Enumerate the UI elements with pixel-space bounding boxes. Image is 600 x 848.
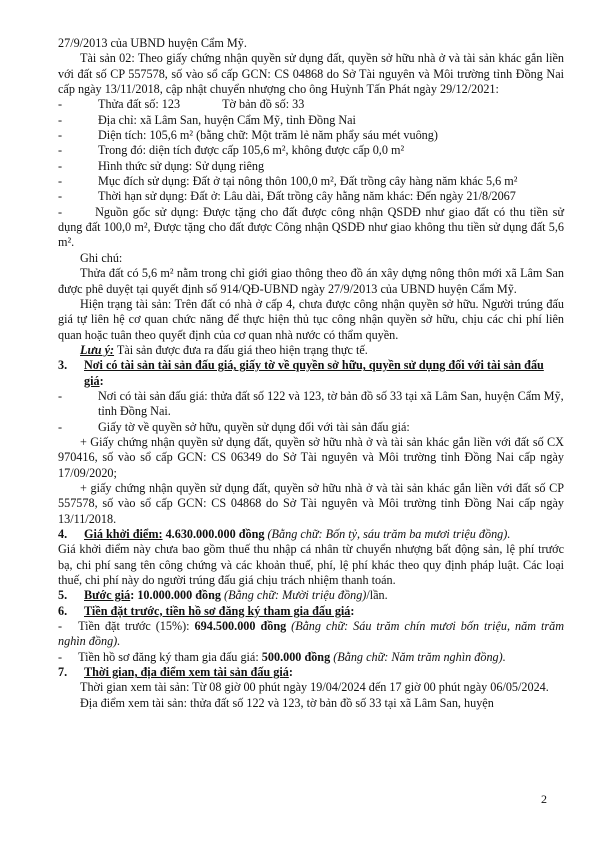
section-number: 3.	[58, 358, 68, 373]
section-3-heading: 3. Nơi có tài sản tài sản đấu giá, giấy tờ về quyền sở hữu, quyền sử dụng đối với tài sản đấu giá:	[58, 358, 544, 388]
section-title: Tiền đặt trước, tiền hồ sơ đăng ký tham gia đấu giá	[84, 603, 351, 618]
section-title: Nơi có tài sản tài sản đấu giá, giấy tờ về quyền sở hữu, quyền sử dụng đối với tài sản đấu giá	[84, 358, 544, 388]
dash-bullet: -	[58, 158, 63, 173]
bid-step-words: (Bằng chữ: Mười triệu đồng)	[220, 588, 367, 603]
area-detail-line: - Trong đó: diện tích được cấp 105,6 m², không được cấp 0,0 m²	[58, 143, 405, 158]
map-sheet-number: Tờ bản đồ số: 33	[222, 97, 305, 112]
section-number: 6.	[58, 603, 68, 618]
usage-purpose-line: - Mục đích sử dụng: Đất ở tại nông thôn 100,0 m², Đất trồng cây hàng năm khác 5,6 m²	[58, 174, 518, 189]
note-label: Ghi chú:	[80, 250, 123, 265]
certificate-1-paragraph: + Giấy chứng nhận quyền sử dụng đất, quyền sở hữu nhà ở và tài sản khác gắn liền với đất số CX 970416, số vào sổ cấp GCN: CS 06349 do Sở Tài nguyên và Môi trường tỉnh Đồng Nai cấp ngày 17/09/2020;	[58, 434, 564, 480]
dash-bullet: -	[58, 388, 63, 403]
document-body	[58, 36, 564, 711]
notice-line: Lưu ý: Tài sản được đưa ra đấu giá theo hiện trạng thực tế.	[80, 342, 368, 357]
notice-label: Lưu ý:	[80, 342, 115, 357]
registration-fee-value: 500.000 đồng	[261, 649, 331, 664]
dash-bullet: -	[58, 419, 63, 434]
section-4-heading	[58, 527, 564, 542]
section-number: 4.	[58, 527, 68, 541]
viewing-location-line: Địa điểm xem tài sản: thửa đất số 122 và 123, tờ bản đồ số 33 tại xã Lâm San, huyện	[80, 695, 494, 710]
section-title: Thời gian, địa điểm xem tài sản đấu giá	[84, 665, 289, 680]
land-parcel-line	[58, 97, 564, 112]
certificate-2-paragraph: + giấy chứng nhận quyền sử dụng đất, quyền sở hữu nhà ở và tài sản khác gắn liền với đất số CP 557578, số vào sổ cấp GCN: CS 04868 do Sở Tài nguyên và Môi trường tỉnh Đồng Nai cấp ngày 13/11/2018.	[58, 480, 564, 526]
dash-bullet: -	[58, 174, 63, 189]
section-number: 5.	[58, 588, 68, 603]
text-line: 27/9/2013 của UBND huyện Cẩm Mỹ.	[58, 36, 247, 50]
usage-form-line: - Hình thức sử dụng: Sử dụng riêng	[58, 158, 265, 173]
section-title: Bước giá	[84, 588, 131, 603]
viewing-time-line: Thời gian xem tài sản: Từ 08 giờ 00 phút ngày 19/04/2024 đến 17 giờ 00 phút ngày 06/05/2024.	[80, 680, 549, 695]
usage-origin-paragraph: - Nguồn gốc sử dụng: Được tặng cho đất được công nhận QSDĐ như giao đất có thu tiền sử dụng đất 100,0 m², Được tặng cho đất được Công nhận QSDĐ như giao không thu tiền sử dụng đất 5,6 m².	[58, 204, 564, 250]
dash-bullet: -	[58, 112, 63, 127]
registration-fee-words: (Bằng chữ: Năm trăm nghìn đồng).	[330, 649, 506, 664]
ownership-docs-line: - Giấy tờ về quyền sở hữu, quyền sử dụng đối với tài sản đấu giá:	[58, 419, 410, 434]
usage-term-line: - Thời hạn sử dụng: Đất ở: Lâu dài, Đất trồng cây hằng năm khác: Đến ngày 21/8/2067	[58, 189, 516, 204]
starting-price-words: (Bằng chữ: Bốn tỷ, sáu trăm ba mươi triệu đồng).	[264, 527, 511, 541]
section-5-heading: 5. Bước giá: 10.000.000 đồng (Bằng chữ: Mười triệu đồng)/lần.	[58, 588, 388, 603]
dash-bullet: -	[58, 619, 63, 634]
dash-bullet: -	[58, 204, 63, 219]
note-paragraph: Thửa đất có 5,6 m² nằm trong chỉ giới giao thông theo đồ án xây dựng nông thôn mới xã Lâm San được phê duyệt tại quyết định số 914/QĐ-UBND ngày 27/9/2013 của UBND huyện Cẩm Mỹ.	[58, 266, 564, 296]
parcel-number: Thửa đất số: 123	[98, 97, 181, 112]
bid-step-value: : 10.000.000 đồng	[130, 588, 221, 603]
registration-fee-line: - Tiền hồ sơ đăng ký tham gia đấu giá: 500.000 đồng (Bằng chữ: Năm trăm nghìn đồng).	[58, 649, 506, 664]
asset-02-paragraph: Tài sản 02: Theo giấy chứng nhận quyền sử dụng đất, quyền sở hữu nhà ở và tài sản khác gắn liền với đất số CP 557578, số vào sổ cấp GCN: CS 04868 do Sở Tài nguyên và Môi trường tỉnh Đồng Nai cấp ngày 13/11/2018, cập nhật chuyển nhượng cho ông Huỳnh Tấn Phát ngày 29/12/2021:	[58, 51, 564, 97]
section-number: 7.	[58, 665, 68, 680]
deposit-value: 694.500.000 đồng	[194, 619, 287, 634]
asset-location-line: - Nơi có tài sản đấu giá: thửa đất số 122 và 123, tờ bản đồ số 33 tại xã Lâm San, huyện Cẩm Mỹ, tỉnh Đồng Nai.	[58, 388, 564, 419]
dash-bullet: -	[58, 649, 63, 664]
starting-price-note: Giá khởi điểm này chưa bao gồm thuế thu nhập cá nhân từ chuyển nhượng bất động sản, lệ phí trước bạ, chi phí sang tên công chứng và các khoản thuế, phí, lệ phí khác theo quy định pháp luật. Các loại thuế, chi phí này do người trúng đấu giá chịu trách nhiệm thanh toán.	[58, 542, 564, 588]
section-title: Giá khởi điểm:	[84, 527, 163, 541]
dash-bullet: -	[58, 143, 63, 158]
page-number: 2	[541, 792, 547, 806]
dash-bullet: -	[58, 189, 63, 204]
asset-status-paragraph: Hiện trạng tài sản: Trên đất có nhà ở cấp 4, chưa được công nhận quyền sở hữu. Người trúng đấu giá tự liên hệ cơ quan chức năng để thực hiện thủ tục công nhận quyền sở hữu, chịu các chi phí liên quan hoặc tuân theo quyết định của cơ quan nhà nước có thẩm quyền.	[58, 296, 564, 342]
starting-price-value: 4.630.000.000 đồng	[162, 527, 265, 541]
section-7-heading: 7. Thời gian, địa điểm xem tài sản đấu giá:	[58, 665, 293, 680]
deposit-words: (Bằng chữ: Sáu trăm chín mươi bốn triệu, năm trăm nghìn đồng).	[58, 619, 564, 649]
dash-bullet: -	[58, 128, 63, 143]
area-line: - Diện tích: 105,6 m² (bằng chữ: Một trăm lẻ năm phẩy sáu mét vuông)	[58, 128, 438, 143]
dash-bullet: -	[58, 97, 63, 112]
deposit-line: - Tiền đặt trước (15%): 694.500.000 đồng (Bằng chữ: Sáu trăm chín mươi bốn triệu, năm trăm nghìn đồng).	[58, 619, 564, 649]
address-line: - Địa chỉ: xã Lâm San, huyện Cẩm Mỹ, tỉnh Đồng Nai	[58, 112, 356, 127]
section-6-heading: 6. Tiền đặt trước, tiền hồ sơ đăng ký tham gia đấu giá:	[58, 603, 355, 618]
